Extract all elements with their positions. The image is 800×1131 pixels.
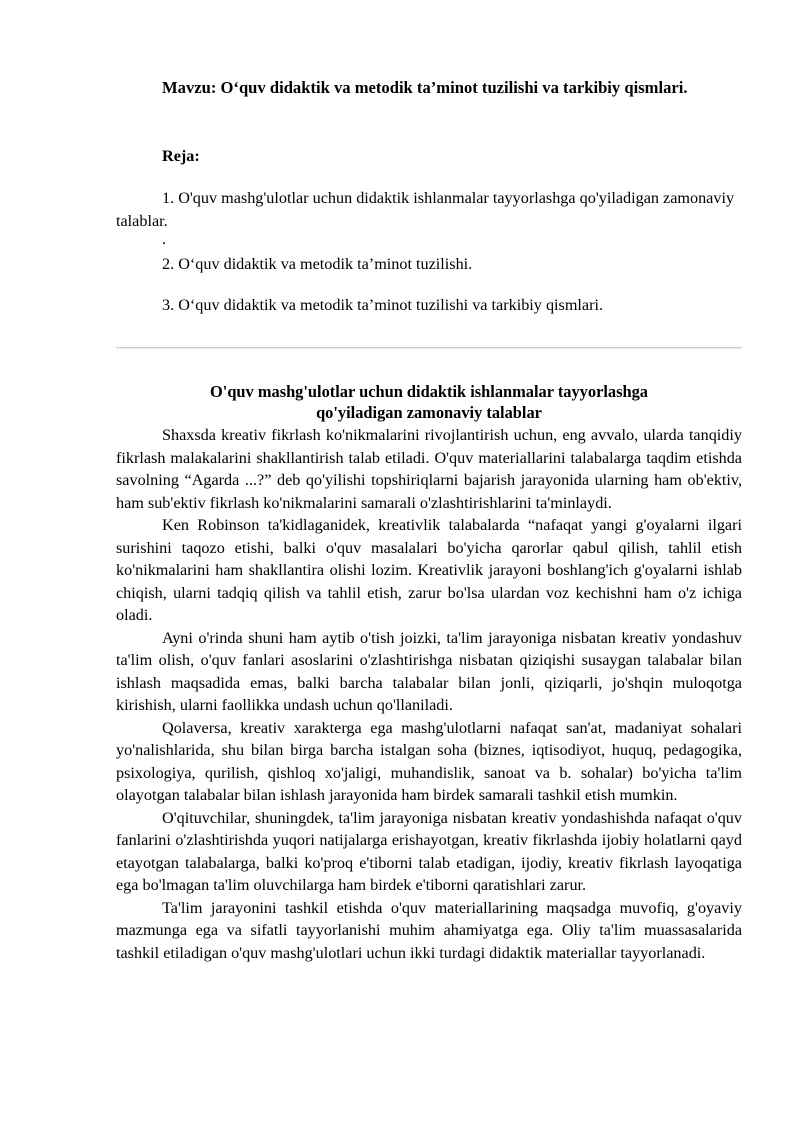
plan-item-1: 1. O'quv mashg'ulotlar uchun didaktik ishlanmalar tayyorlashga qo'yiladigan zamonaviy talablar. bbox=[116, 189, 735, 230]
section-title-line1: O'quv mashg'ulotlar uchun didaktik ishlanmalar tayyorlashga bbox=[210, 382, 648, 401]
paragraph: Qolaversa, kreativ xarakterga ega mashg'ulotlarni nafaqat san'at, madaniyat sohalari yo'nalishlarida, shu bilan birga barcha istalgan soha (biznes, iqtisodiyot, huquq, pedagogika, psixologiya, qurilish, qishloq xo'jaligi, muhandislik, sanoat va b. sohalar) bo'yicha ta'lim olayotgan talabalar bilan ishlash jarayonida ham birdek samarali tashkil etish mumkin. bbox=[116, 718, 742, 804]
section-divider bbox=[116, 347, 742, 348]
plan-dot: . bbox=[162, 230, 167, 248]
plan-label: Reja: bbox=[162, 147, 200, 165]
plan-item-3: 3. O‘quv didaktik va metodik ta’minot tuzilishi va tarkibiy qismlari. bbox=[162, 296, 604, 314]
paragraph: Ta'lim jarayonini tashkil etishda o'quv materiallarining maqsadga muvofiq, g'oyaviy mazmunga ega va sifatli tayyorlanishi muhim ahamiyatga ega. Oliy ta'lim muassasalarida tashkil etiladigan o'quv mashg'ulotlari uchun ikki turdagi didaktik materiallar tayyorlanadi. bbox=[116, 898, 742, 962]
paragraph: Shaxsda kreativ fikrlash ko'nikmalarini rivojlantirish uchun, eng avvalo, ularda tanqidiy fikrlash malakalarini shakllantirish talab etiladi. O'quv materiallarini talabalarga taqdim etishda savolning “Agarda ...?” deb qo'yilishi topshiriqlarni bajarish jarayonida ularning ham ob'ektiv, ham sub'ektiv fikrlash ko'nikmalarini samarali o'zlashtirishlarini ta'minlaydi. bbox=[116, 426, 742, 512]
body-text bbox=[116, 424, 742, 964]
plan-item-2: 2. O‘quv didaktik va metodik ta’minot tuzilishi. bbox=[162, 255, 473, 273]
topic-heading: Mavzu: O‘quv didaktik va metodik ta’minot tuzilishi va tarkibiy qismlari. bbox=[162, 78, 688, 97]
paragraph: Ayni o'rinda shuni ham aytib o'tish joizki, ta'lim jarayoniga nisbatan kreativ yondashuv ta'lim olish, o'quv fanlari asoslarini o'zlashtirishga nisbatan qiziqishi susaygan talabalar bilan ishlash maqsadida emas, balki barcha talabalar bilan jonli, qiziqarli, jo'shqin muloqotga kirishish, ularni faollikka undash uchun qo'llaniladi. bbox=[116, 628, 742, 714]
paragraph: Ken Robinson ta'kidlaganidek, kreativlik talabalarda “nafaqat yangi g'oyalarni ilgari surishini taqozo etishi, balki o'quv masalalari bo'yicha qarorlar qabul qilish, tahlil etish ko'nikmalarini ham shakllantira olishi lozim. Kreativlik jarayoni boshlang'ich g'oyalarni ishlab chiqish, ularni tadqiq qilish va tahlil etish, zarur bo'lsa ulardan voz kechishni ham o'z ichiga oladi. bbox=[116, 516, 742, 624]
section-title-line2: qo'yiladigan zamonaviy talablar bbox=[316, 403, 542, 422]
paragraph: O'qituvchilar, shuningdek, ta'lim jarayoniga nisbatan kreativ yondashishda nafaqat o'quv fanlarini o'zlashtirishda yuqori natijalarga erishayotgan, kreativ fikrlashda ijobiy holatlarni qayd etayotgan talabalarga, balki ko'proq e'tiborni talab etadigan, ijodiy, kreativ fikrlash layoqatiga ega bo'lmagan ta'lim oluvchilarga ham birdek e'tiborni qaratishlari zarur. bbox=[116, 808, 742, 894]
